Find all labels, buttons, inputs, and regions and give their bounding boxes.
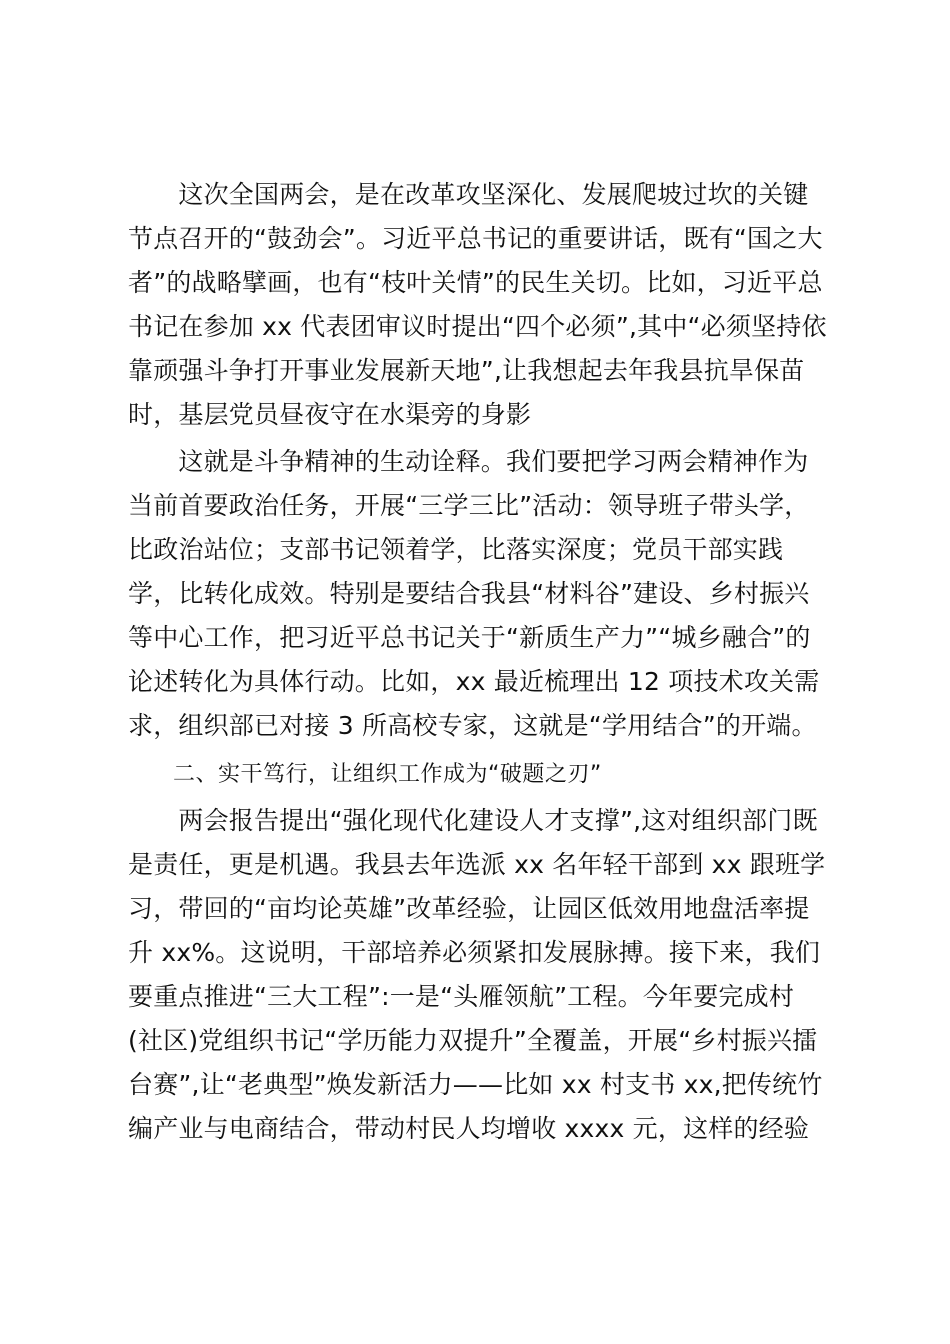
paragraph-3-line-7: 台赛”,让“老典型”焕发新活力——比如 xx 村支书 xx,把传统竹 bbox=[128, 1070, 823, 1099]
paragraph-2-line-5: 等中心工作，把习近平总书记关于“新质生产力”“城乡融合”的 bbox=[128, 623, 811, 652]
section-heading-2: 二、实干笃行，让组织工作成为“破题之刃” bbox=[128, 762, 602, 787]
paragraph-3-line-8: 编产业与电商结合，带动村民人均增收 xxxx 元，这样的经验 bbox=[128, 1114, 810, 1143]
paragraph-2-line-2: 当前首要政治任务，开展“三学三比”活动：领导班子带头学， bbox=[128, 491, 810, 520]
paragraph-3-line-5: 要重点推进“三大工程”:一是“头雁领航”工程。今年要完成村 bbox=[128, 982, 795, 1011]
paragraph-1-line-6: 时，基层党员昼夜守在水渠旁的身影 bbox=[128, 400, 532, 429]
paragraph-1-line-3: 者”的战略擘画，也有“枝叶关情”的民生关切。比如，习近平总 bbox=[128, 268, 823, 297]
paragraph-3-line-3: 习，带回的“亩均论英雄”改革经验，让园区低效用地盘活率提 bbox=[128, 894, 810, 923]
paragraph-2-line-7: 求，组织部已对接 3 所高校专家，这就是“学用结合”的开端。 bbox=[128, 711, 817, 740]
paragraph-2-line-6: 论述转化为具体行动。比如，xx 最近梳理出 12 项技术攻关需 bbox=[128, 667, 820, 696]
paragraph-2-line-1: 这就是斗争精神的生动诠释。我们要把学习两会精神作为 bbox=[128, 447, 809, 476]
paragraph-3-line-1: 两会报告提出“强化现代化建设人才支撑”,这对组织部门既 bbox=[128, 806, 818, 835]
paragraph-2-line-4: 学，比转化成效。特别是要结合我县“材料谷”建设、乡村振兴 bbox=[128, 579, 810, 608]
paragraph-1-line-2: 节点召开的“鼓劲会”。习近平总书记的重要讲话，既有“国之大 bbox=[128, 224, 823, 253]
paragraph-2-line-3: 比政治站位；支部书记领着学，比落实深度；党员干部实践 bbox=[128, 535, 784, 564]
paragraph-3-line-2: 是责任，更是机遇。我县去年选派 xx 名年轻干部到 xx 跟班学 bbox=[128, 850, 826, 879]
paragraph-3-line-4: 升 xx%。这说明，干部培养必须紧扣发展脉搏。接下来，我们 bbox=[128, 938, 821, 967]
paragraph-3-line-6: (社区)党组织书记“学历能力双提升”全覆盖，开展“乡村振兴擂 bbox=[128, 1026, 818, 1055]
paragraph-1-line-1: 这次全国两会，是在改革攻坚深化、发展爬坡过坎的关键 bbox=[128, 180, 809, 209]
paragraph-1-line-4: 书记在参加 xx 代表团审议时提出“四个必须”,其中“必须坚持依 bbox=[128, 312, 827, 341]
paragraph-1-line-5: 靠顽强斗争打开事业发展新天地”,让我想起去年我县抗旱保苗 bbox=[128, 356, 805, 385]
